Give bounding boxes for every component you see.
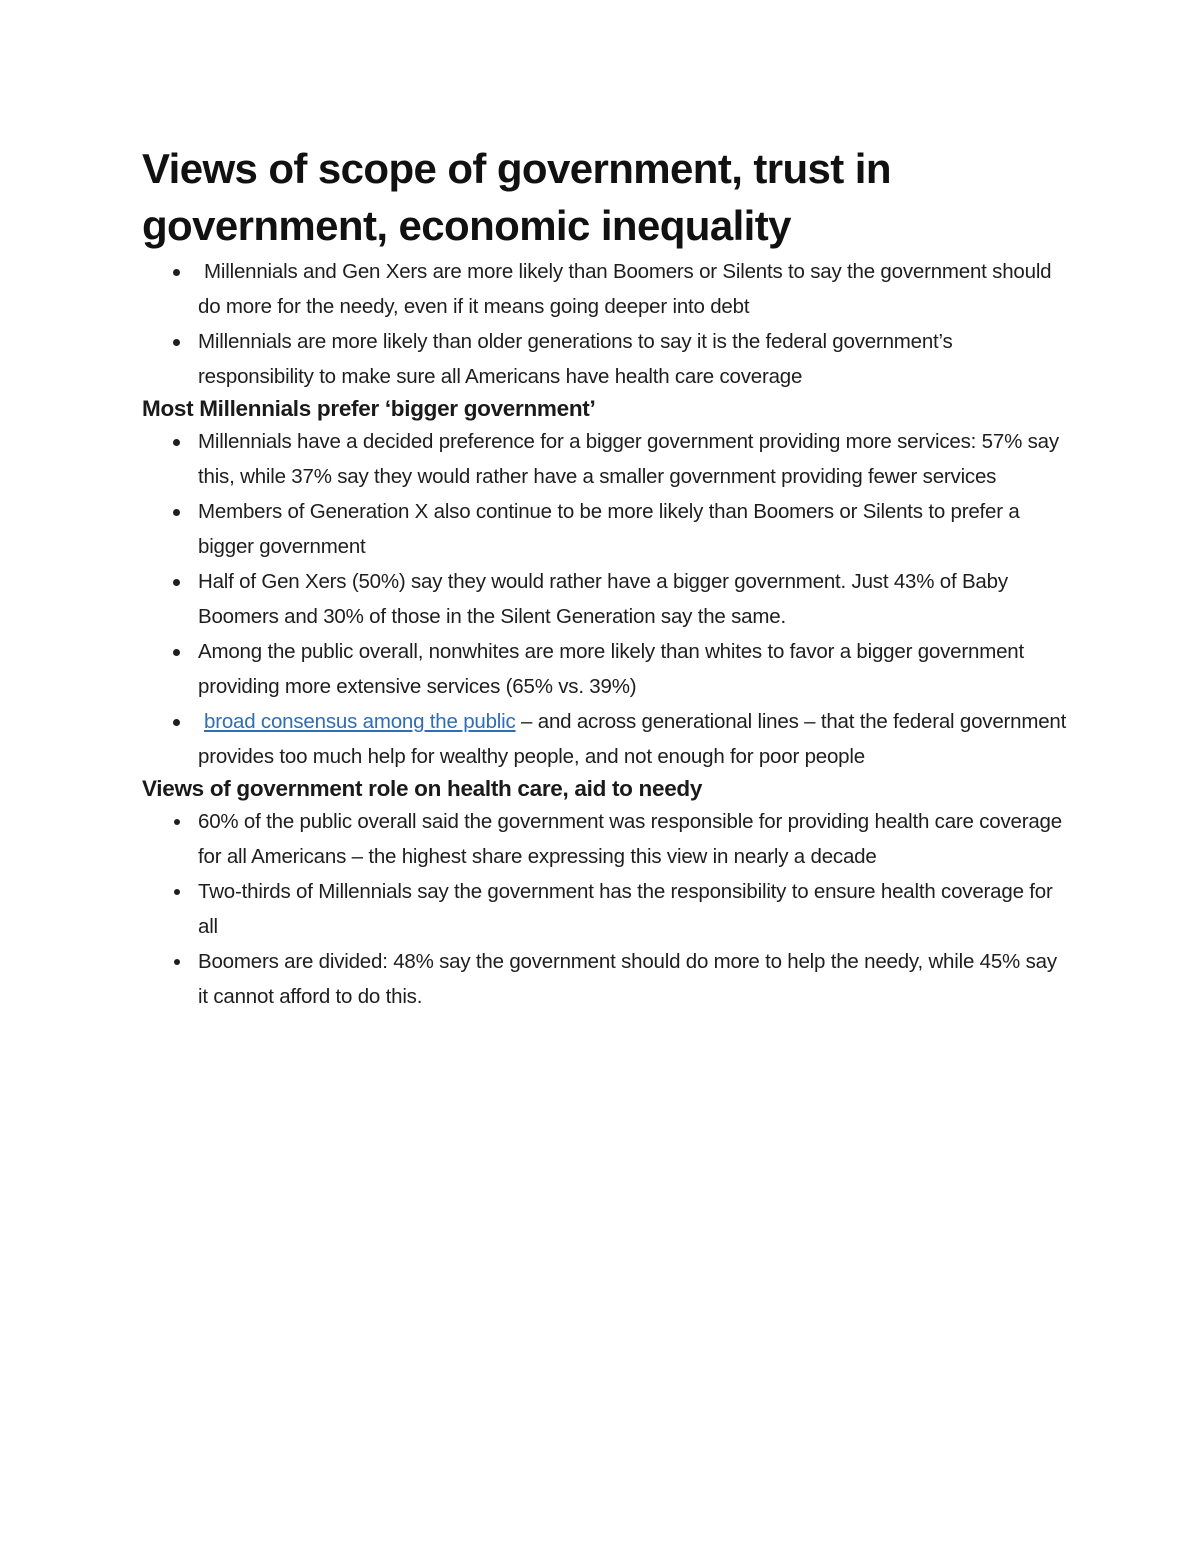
bullet-dot-icon <box>173 439 180 446</box>
list-item-text: 60% of the public overall said the government was responsible for providing health care coverage for all Americans – the highest share expressing this view in nearly a decade <box>198 810 1062 868</box>
list-item <box>142 704 1072 774</box>
list-item <box>142 564 1072 634</box>
bullet-dot-icon <box>174 819 180 825</box>
list-item-text: Millennials are more likely than older generations to say it is the federal government’s responsibility to make sure all Americans have health care coverage <box>198 330 953 388</box>
bullet-dot-icon <box>173 579 180 586</box>
list-item <box>142 804 1072 874</box>
intro-bullet-list <box>142 254 1072 394</box>
bullet-dot-icon <box>173 269 180 276</box>
bullet-dot-icon <box>174 959 180 965</box>
bullet-dot-icon <box>173 339 180 346</box>
list-item-text: Millennials and Gen Xers are more likely than Boomers or Silents to say the government should do more for the needy, even if it means going deeper into debt <box>198 260 1052 318</box>
health-care-bullet-list <box>142 804 1072 1014</box>
list-item-text: Two-thirds of Millennials say the government has the responsibility to ensure health coverage for all <box>198 880 1053 938</box>
broad-consensus-link[interactable]: broad consensus among the public <box>204 710 516 733</box>
section-heading-health-care: Views of government role on health care, aid to needy <box>142 776 703 801</box>
list-item-text: – and across generational lines – that the federal government provides too much help for wealthy people, and not enough for poor people <box>198 710 1067 768</box>
list-item-text: Among the public overall, nonwhites are more likely than whites to favor a bigger government providing more extensive services (65% vs. 39%) <box>198 640 1024 698</box>
list-item-text: Members of Generation X also continue to be more likely than Boomers or Silents to prefer a bigger government <box>198 500 1020 558</box>
document-page <box>142 140 1072 1014</box>
bullet-dot-icon <box>173 719 180 726</box>
list-item <box>142 944 1072 1014</box>
list-item <box>142 324 1072 394</box>
bullet-dot-icon <box>173 509 180 516</box>
bullet-dot-icon <box>173 649 180 656</box>
list-item-text: Millennials have a decided preference for a bigger government providing more services: 57% say this, while 37% say they would rather have a smaller government providing fewer services <box>198 430 1059 488</box>
list-item <box>142 494 1072 564</box>
list-item <box>142 874 1072 944</box>
list-item <box>142 424 1072 494</box>
list-item-text: Boomers are divided: 48% say the government should do more to help the needy, while 45% say it cannot afford to do this. <box>198 950 1057 1008</box>
list-item-text: Half of Gen Xers (50%) say they would rather have a bigger government. Just 43% of Baby Boomers and 30% of those in the Silent Generation say the same. <box>198 570 1008 628</box>
section-heading-bigger-government: Most Millennials prefer ‘bigger government’ <box>142 396 596 421</box>
bigger-government-bullet-list <box>142 424 1072 774</box>
list-item <box>142 634 1072 704</box>
page-title: Views of scope of government, trust in government, economic inequality <box>142 145 891 249</box>
list-item <box>142 254 1072 324</box>
bullet-dot-icon <box>174 889 180 895</box>
